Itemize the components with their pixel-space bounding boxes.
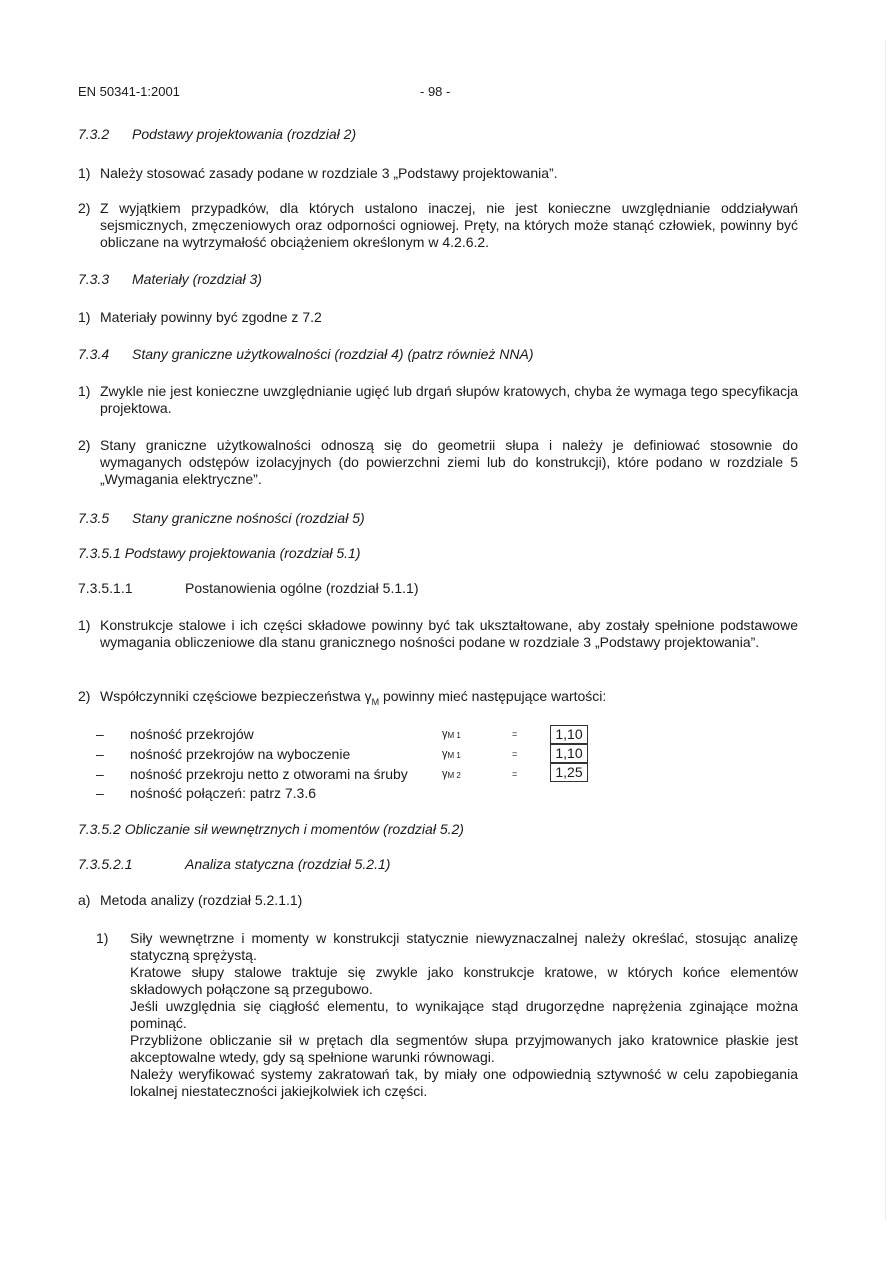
list-item [78,383,798,417]
section-heading-7-3-5 [78,510,365,526]
page-number: - 98 - [420,84,451,99]
gamma-symbol: γ [364,688,372,704]
dash: – [96,785,104,801]
item-label: 1) [96,930,109,946]
section-number: 7.3.5.2.1 [78,856,133,872]
dash: – [96,726,104,742]
section-number: 7.3.2 [78,126,110,142]
item-label: 2) [78,437,91,453]
factor-value: 1,25 [550,763,588,782]
list-item [78,617,798,651]
list-item [78,892,798,909]
factor-row [96,784,596,803]
section-number: 7.3.5.2 [78,821,121,837]
list-item [78,688,798,711]
section-heading-7-3-2 [78,126,356,142]
item-text [130,930,798,1100]
factor-label: nośność przekrojów [130,726,254,742]
dash: – [96,766,104,782]
section-heading-7-3-5-1 [78,545,361,561]
item-text-before: Współczynniki częściowe bezpieczeństwa [100,688,365,704]
section-title: Postanowienia ogólne (rozdział 5.1.1) [185,580,419,596]
section-heading-7-3-5-2-1 [78,856,390,872]
factor-symbol [442,745,461,765]
item-text: Konstrukcje stalowe i ich części składowe powinny być tak ukształtowane, aby zostały spełnione podstawowe wymagania obliczeniowe dla stanu granicznego nośności podane w rozdziale 3 „Podstawy projektowania”. [100,617,798,650]
item-label: 2) [78,688,91,704]
factor-row [96,725,596,744]
list-item [78,437,798,488]
item-text: Zwykle nie jest konieczne uwzględnianie ugięć lub drgań słupów kratowych, chyba że wymaga tego specyfikacja projektowa. [100,383,798,416]
factor-value: 1,10 [550,725,588,744]
factor-label: nośność przekroju netto z otworami na śruby [130,766,408,782]
section-heading-7-3-5-1-1 [78,580,418,596]
gamma-subscript: M [371,696,380,707]
section-heading-7-3-4 [78,346,533,362]
item-text-after: powinny mieć następujące wartości: [379,688,607,704]
section-number: 7.3.5.1 [78,545,121,561]
list-item [78,200,798,251]
item-text [100,688,798,711]
list-item [78,309,798,326]
section-number: 7.3.3 [78,271,110,287]
section-title: Obliczanie sił wewnętrznych i momentów (rozdział 5.2) [124,821,464,837]
section-title: Analiza statyczna (rozdział 5.2.1) [185,856,391,872]
paragraph-line: Jeśli uwzględnia się ciągłość elementu, to wynikające stąd drugorzędne naprężenia zginające można pominąć. [130,998,798,1031]
scan-edge [885,40,886,1220]
gamma-symbol: γ [442,748,448,760]
list-item [78,165,798,182]
paragraph-line: Należy weryfikować systemy zakratowań tak, by miały one odpowiednią sztywność w celu zapobiegania lokalnej niestateczności jakiejkolwiek ich części. [130,1066,798,1099]
gamma-subscript: M 1 [447,731,461,740]
item-text: Należy stosować zasady podane w rozdziale 3 „Podstawy projektowania”. [100,165,558,181]
gamma-symbol: γ [442,728,448,740]
list-item [96,930,798,1100]
paragraph-line: Siły wewnętrzne i momenty w konstrukcji statycznie niewyznaczalnej należy określać, stosując analizę statyczną sprężystą. [130,930,798,963]
document-id: EN 50341-1:2001 [78,84,180,99]
gamma-subscript: M 2 [447,771,461,780]
item-label: 2) [78,200,91,216]
factor-row [96,765,596,784]
item-text: Z wyjątkiem przypadków, dla których ustalono inaczej, nie jest konieczne uwzględnianie oddziaływań sejsmicznych, zmęczeniowych oraz odporności ogniowej. Pręty, na których może stanąć człowiek, powinny być obliczane na wytrzymałość obciążeniem określonym w 4.2.6.2. [100,200,798,250]
section-title: Stany graniczne nośności (rozdział 5) [132,510,365,526]
equals-sign: = [512,769,518,779]
factor-row [96,745,596,764]
paragraph-line: Przybliżone obliczanie sił w prętach dla segmentów słupa przyjmowanych jako kratownice płaskie jest akceptowalne wtedy, gdy są spełnione warunki równowagi. [130,1032,798,1065]
section-heading-7-3-5-2 [78,821,464,837]
equals-sign: = [512,729,518,739]
section-title: Podstawy projektowania (rozdział 2) [132,126,357,142]
gamma-symbol: γ [442,768,448,780]
item-text: Stany graniczne użytkowalności odnoszą się do geometrii słupa i należy je definiować stosownie do wymaganych odstępów izolacyjnych (do powierzchni ziemi lub do konstrukcji), które podano w rozdziale 5 „Wymagania elektryczne”. [100,437,798,487]
item-label: 1) [78,165,91,181]
item-label: a) [78,892,91,908]
item-label: 1) [78,383,91,399]
equals-sign: = [512,749,518,759]
item-label: 1) [78,309,91,325]
dash: – [96,746,104,762]
section-number: 7.3.5 [78,510,110,526]
section-number: 7.3.4 [78,346,110,362]
paragraph-line: Kratowe słupy stalowe traktuje się zwykle jako konstrukcje kratowe, w których końce elementów składowych połączone są przegubowo. [130,964,798,997]
factor-label: nośność połączeń: patrz 7.3.6 [130,785,317,801]
section-title: Materiały (rozdział 3) [132,271,262,287]
factor-symbol [442,765,461,785]
factor-label: nośność przekrojów na wyboczenie [130,746,351,762]
section-heading-7-3-3 [78,271,262,287]
factor-value: 1,10 [550,744,588,763]
section-title: Stany graniczne użytkowalności (rozdział 4) (patrz również NNA) [132,346,534,362]
section-title: Podstawy projektowania (rozdział 5.1) [124,545,361,561]
item-text: Metoda analizy (rozdział 5.2.1.1) [100,892,303,908]
item-label: 1) [78,617,91,633]
gamma-subscript: M 1 [447,751,461,760]
section-number: 7.3.5.1.1 [78,580,133,596]
item-text: Materiały powinny być zgodne z 7.2 [100,309,322,325]
factor-symbol [442,725,461,745]
